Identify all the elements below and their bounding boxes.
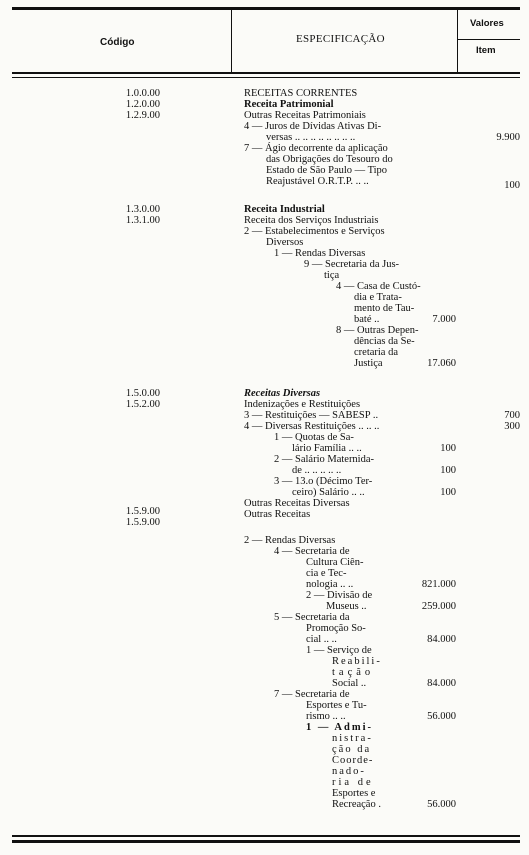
- spec-line: 4 — Diversas Restituições .. .. ..: [244, 421, 380, 432]
- spec-subvalue: 100: [440, 487, 456, 498]
- codigo-header: Código: [100, 37, 135, 48]
- item-header: Item: [476, 45, 496, 56]
- code-cell: 1.0.0.00: [125, 88, 160, 99]
- spec-value-row: [244, 487, 456, 498]
- spec-line: 1 — Serviço de: [306, 645, 372, 656]
- spec-subvalue: 84.000: [427, 634, 456, 645]
- spec-line: Cultura Ciên-: [306, 557, 364, 568]
- spec-line: 4 — Secretaria de: [274, 546, 350, 557]
- item-value: 100: [504, 180, 520, 191]
- spec-line: tação: [332, 667, 375, 678]
- top-rule: [12, 7, 520, 10]
- spec-line: Justiça: [354, 358, 383, 369]
- spec-line: Receita dos Serviços Industriais: [244, 215, 379, 226]
- spec-line: Museus ..: [326, 601, 367, 612]
- spec-section-receitas-correntes: [244, 88, 456, 187]
- spec-line: 5 — Secretaria da: [274, 612, 350, 623]
- spec-heading: Receitas Diversas: [244, 388, 321, 399]
- code-cell: 1.5.9.00: [125, 517, 160, 528]
- spec-line: cial .. ..: [306, 634, 337, 645]
- spec-line: Outras Receitas Diversas: [244, 498, 350, 509]
- spec-line: 7 — Secretaria de: [274, 689, 350, 700]
- spec-line: 7 — Ágio decorrente da aplicação: [244, 143, 388, 154]
- spec-line: Esportes e: [332, 788, 376, 799]
- spec-subvalue: 84.000: [427, 678, 456, 689]
- code-cell: 1.5.0.00: [125, 388, 160, 399]
- spec-line: das Obrigações do Tesouro do: [266, 154, 393, 165]
- spec-line: 2 — Rendas Diversas: [244, 535, 336, 546]
- spec-line: Coorde-: [332, 755, 374, 766]
- spec-line: ção da: [332, 744, 372, 755]
- spec-value-row: [244, 634, 456, 645]
- spec-line: rismo .. ..: [306, 711, 346, 722]
- spec-line: cretaria da: [354, 347, 399, 358]
- spec-line: 3 — Restituições — SABESP ..: [244, 410, 379, 421]
- especificacao-header: ESPECIFICAÇÃO: [296, 33, 385, 45]
- spec-subvalue: 259.000: [421, 601, 456, 612]
- code-cell: 1.2.9.00: [125, 110, 160, 121]
- spec-line: Diversos: [266, 237, 304, 248]
- spec-line: cia e Tec-: [306, 568, 347, 579]
- spec-line: nado-: [332, 766, 366, 777]
- spec-line: 4 — Juros de Dívidas Ativas Di-: [244, 121, 382, 132]
- spec-subvalue: 100: [440, 465, 456, 476]
- header-rule-2: [12, 77, 520, 78]
- spec-line: de .. .. .. .. ..: [292, 465, 342, 476]
- item-header-rule: [457, 39, 520, 40]
- code-cell: 1.3.0.00: [125, 204, 160, 215]
- spec-line: Social ..: [332, 678, 367, 689]
- spec-line: mento de Tau-: [354, 303, 415, 314]
- spec-subvalue: 821.000: [421, 579, 456, 590]
- spec-line: 1 — Admi-: [306, 722, 374, 733]
- spec-value-row: [244, 314, 456, 325]
- code-cell: 1.5.9.00: [125, 506, 160, 517]
- spec-subvalue: 56.000: [427, 799, 456, 810]
- code-cell: 1.2.0.00: [125, 99, 160, 110]
- spec-value-row: [244, 358, 456, 369]
- spec-section-receita-industrial: [244, 204, 456, 369]
- spec-line: Recreação .: [332, 799, 381, 810]
- spec-line: 2 — Salário Maternida-: [274, 454, 375, 465]
- spec-line: 4 — Casa de Custó-: [336, 281, 421, 292]
- spec-subvalue: 17.060: [427, 358, 456, 369]
- item-value: 9.900: [496, 132, 520, 143]
- valores-header: Valores: [470, 18, 504, 29]
- spec-line: Promoção So-: [306, 623, 366, 634]
- spec-line: 2 — Divisão de: [306, 590, 373, 601]
- item-value: 300: [504, 421, 520, 432]
- spec-line: RECEITAS CORRENTES: [244, 88, 358, 99]
- spec-line: ria de: [332, 777, 374, 788]
- spec-line: Esportes e Tu-: [306, 700, 367, 711]
- column-divider-1: [231, 10, 232, 72]
- spec-line: Reabili-: [332, 656, 382, 667]
- spec-line: nistra-: [332, 733, 373, 744]
- spec-line: Outras Receitas: [244, 509, 311, 520]
- spec-line: 2 — Estabelecimentos e Serviços: [244, 226, 385, 237]
- spec-line: ceiro) Salário .. ..: [292, 487, 365, 498]
- spec-value-row: [244, 443, 456, 454]
- spec-section-receitas-diversas: [244, 388, 456, 520]
- spec-line: tiça: [324, 270, 340, 281]
- spec-line: 3 — 13.o (Décimo Ter-: [274, 476, 373, 487]
- spec-line: 1 — Quotas de Sa-: [274, 432, 354, 443]
- spec-value-row: [244, 678, 456, 689]
- spec-heading: Receita Industrial: [244, 204, 325, 215]
- spec-subvalue: 100: [440, 443, 456, 454]
- bottom-rule-1: [12, 835, 520, 837]
- spec-line: 8 — Outras Depen-: [336, 325, 419, 336]
- spec-line: Reajustável O.R.T.P. .. ..: [266, 176, 369, 187]
- header-rule-1: [12, 72, 520, 74]
- spec-line: Indenizações e Restituições: [244, 399, 361, 410]
- column-divider-2: [457, 10, 458, 72]
- spec-section-rendas-diversas: [244, 535, 456, 810]
- spec-line: Estado de São Paulo — Tipo: [266, 165, 388, 176]
- code-cell: 1.3.1.00: [125, 215, 160, 226]
- spec-value-row: [244, 711, 456, 722]
- bottom-rule-2: [12, 840, 520, 843]
- spec-value-row: [244, 799, 456, 810]
- spec-line: dia e Trata-: [354, 292, 402, 303]
- spec-value-row: [244, 465, 456, 476]
- spec-line: dências da Se-: [354, 336, 415, 347]
- spec-line: 1 — Rendas Diversas: [274, 248, 366, 259]
- spec-subvalue: 56.000: [427, 711, 456, 722]
- spec-line: versas .. .. .. .. .. .. .. ..: [266, 132, 356, 143]
- spec-line: lário Família .. ..: [292, 443, 362, 454]
- spec-subvalue: 7.000: [432, 314, 456, 325]
- spec-line: 9 — Secretaria da Jus-: [304, 259, 400, 270]
- spec-line: Outras Receitas Patrimoniais: [244, 110, 366, 121]
- spec-line: baté ..: [354, 314, 380, 325]
- spec-heading: Receita Patrimonial: [244, 99, 334, 110]
- code-cell: 1.5.2.00: [125, 399, 160, 410]
- item-value: 700: [504, 410, 520, 421]
- spec-value-row: [244, 579, 456, 590]
- spec-line: nologia .. ..: [306, 579, 354, 590]
- spec-value-row: [244, 601, 456, 612]
